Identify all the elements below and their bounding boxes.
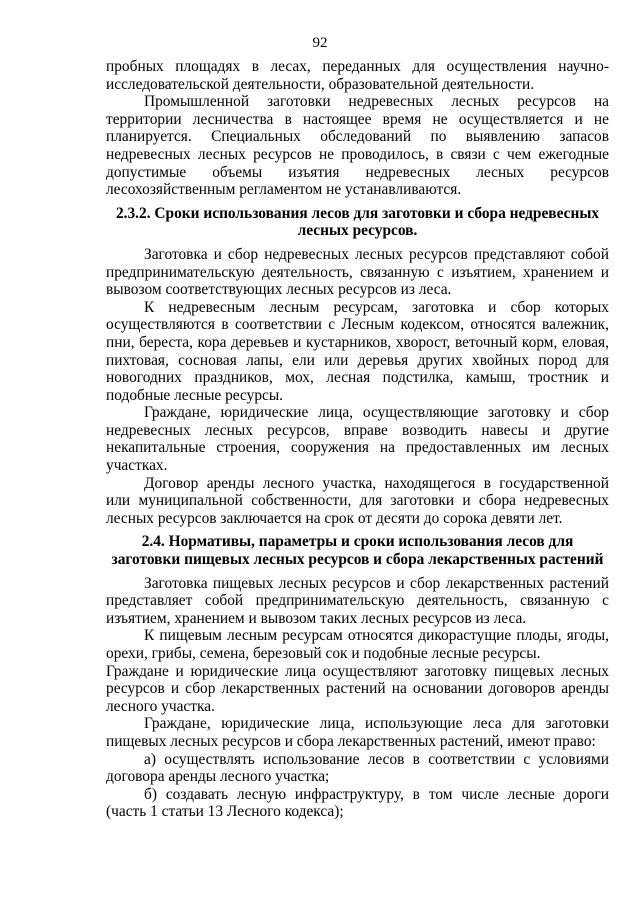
section-heading-2-3-2: 2.3.2. Сроки использования лесов для заготовки и сбора недревесных лесных ресурсов. <box>115 204 600 240</box>
section-heading-2-4: 2.4. Нормативы, параметры и сроки использования лесов для заготовки пищевых лесных ресурсов и сбора лекарственных растений <box>111 533 604 569</box>
paragraph-lease-basis: Граждане и юридические лица осуществляют заготовку пищевых лесных ресурсов и сбор лекарственных растений на основании договоров аренды лесного участка. <box>106 662 609 715</box>
paragraph-structures-right: Граждане, юридические лица, осуществляющие заготовку и сбор недревесных лесных ресурсов, вправе возводить навесы и другие некапитальные строения, сооружения на предоставленных им лесных участках. <box>106 404 609 475</box>
list-item-right-b: б) создавать лесную инфраструктуру, в том числе лесные дороги (часть 1 статьи 13 Лесного кодекса); <box>106 785 609 821</box>
page-number: 92 <box>312 35 328 51</box>
paragraph-lease-term: Договор аренды лесного участка, находящегося в государственной или муниципальной собственности, для заготовки и сбора недревесных лесных ресурсов заключается на срок от десяти до сорока девяти лет. <box>106 474 609 527</box>
paragraph-continuation: пробных площадях в лесах, переданных для осуществления научно-исследовательской деятельности, образовательной деятельности. <box>106 58 609 93</box>
list-item-right-a: а) осуществлять использование лесов в соответствии с условиями договора аренды лесного участка; <box>106 750 609 786</box>
paragraph-food-resources-definition: Заготовка пищевых лесных ресурсов и сбор лекарственных растений представляет собой предпринимательскую деятельность, связанную с изъятием, хранением и вывозом таких лесных ресурсов из леса. <box>106 574 609 627</box>
paragraph-non-wood-resources-list: К недревесным лесным ресурсам, заготовка и сбор которых осуществляются в соответствии с Лесным кодексом, относятся валежник, пни, береста, кора деревьев и кустарников, хворост, веточный корм, еловая, пихтовая, сосновая лапы, ели или деревья других хвойных пород для новогодних праздников, мох, лесная подстилка, камыш, тростник и подобные лесные ресурсы. <box>106 298 609 404</box>
paragraph-industrial-harvest: Промышленной заготовки недревесных лесных ресурсов на территории лесничества в настоящее время не осуществляется и не планируется. Специальных обследований по выявлению запасов недревесных лесных ресурсов не проводилось, в связи с чем ежегодные допустимые объемы изъятия недревесных лесных ресурсов лесохозяйственным регламентом не устанавливаются. <box>106 93 609 199</box>
paragraph-rights-intro: Граждане, юридические лица, использующие леса для заготовки пищевых лесных ресурсов и сбора лекарственных растений, имеют право: <box>106 715 609 750</box>
page-body <box>106 58 609 821</box>
paragraph-harvest-definition: Заготовка и сбор недревесных лесных ресурсов представляют собой предпринимательскую деятельность, связанную с изъятием, хранением и вывозом соответствующих лесных ресурсов из леса. <box>106 245 609 299</box>
paragraph-food-resources-list: К пищевым лесным ресурсам относятся дикорастущие плоды, ягоды, орехи, грибы, семена, березовый сок и подобные лесные ресурсы. <box>106 627 609 662</box>
